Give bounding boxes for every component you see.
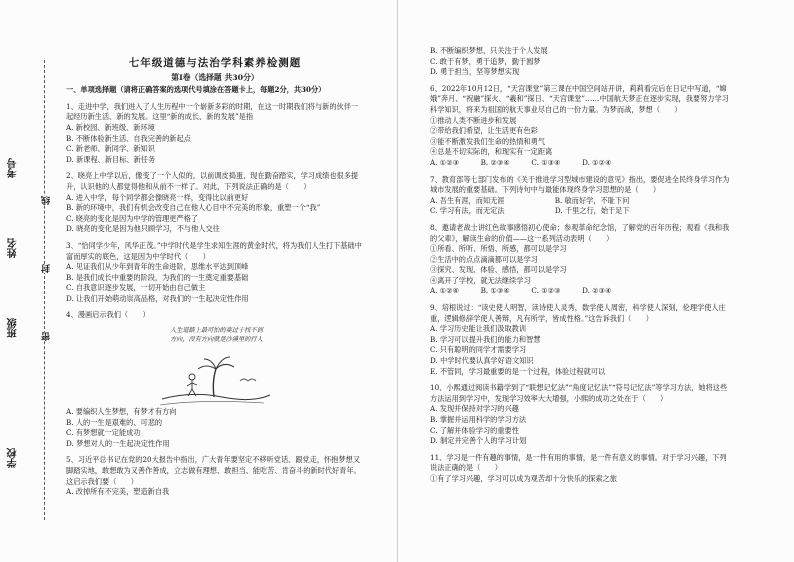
binding-strip: [0, 0, 52, 562]
question-stem: 8、邀请老战士讲红色故事感悟初心使命；参观革命纪念馆，了解党的百年历程；观看《我和我的父辈》，解读生命的价值——这一系列活动表明（ ）: [430, 222, 730, 243]
binding-dash-line: [44, 60, 45, 520]
question-5: [66, 455, 364, 497]
option: D. 新课程、新目标、新任务: [66, 154, 156, 164]
question-stem: 1、走进中学，我们进入了人生历程中一个崭新多彩的时期，在这一时期我们将与新的伙伴一起经历新生活、新的发展。这里“新的成长、新的发展”是指: [66, 101, 359, 122]
cartoon-caption: 人生道路上最可怕的莫过于找不到方向，没有方向就是沙漠里的行人: [170, 327, 263, 343]
question-9: [430, 303, 730, 377]
question-7: [430, 175, 730, 217]
option: A. 要编织人生梦想，有梦才有方向: [66, 407, 177, 417]
question-stem: 4、漫画启示我们（ ）: [66, 310, 150, 320]
question-2: [66, 171, 364, 235]
option: C. 只有聪明的同学才需要学习: [430, 345, 527, 355]
right-page: [430, 0, 730, 562]
exam-no-label: 考号: [8, 158, 19, 178]
question-6: [430, 84, 730, 169]
option: C. 有梦想就一定能成功: [66, 428, 141, 438]
option: A. ①②③ B. ②③④ C. ①③④ D. ①②④: [430, 157, 612, 167]
exam-title: 七年级道德与法治学科素养检测题: [128, 57, 302, 69]
option: A. 吾生有涯，而知无涯 B. 敏而好学，不耻下问: [430, 195, 630, 205]
question-4: [66, 310, 364, 449]
dense-mark: 密: [42, 332, 52, 341]
option: C. 了解并体验学习的重要性: [430, 425, 519, 435]
option: ③探究、发现、体验、感悟，都可以是学习: [430, 265, 567, 275]
option: A. 发现并保持对学习的兴趣: [430, 404, 519, 414]
option: A. 学习历史能让我们汲取教训: [430, 324, 527, 334]
class-label: 班级: [8, 318, 19, 338]
option: D. 让我们开始萌动崇高品格，对我们的一生起决定性作用: [66, 293, 249, 303]
option: D. 梦想对人的一生起决定性作用: [66, 438, 170, 448]
option: D. 晓亮的变化是因为他只顾学习，不与他人交往: [66, 224, 220, 234]
school-label: 学校: [8, 448, 19, 468]
line-mark: 线: [42, 196, 52, 205]
option: D. 制定并完善个人的学习计划: [430, 436, 527, 446]
option: B. 是我们成长中重要的阶段，为我们的一生奠定重要基础: [66, 272, 249, 282]
page-fold: [397, 0, 398, 562]
question-11: [430, 453, 730, 485]
option: ①所看、所听、所悟、所感，都可以是学习: [430, 244, 567, 254]
option: C. 新老师、新同学、新知识: [66, 144, 155, 154]
question-1: [66, 102, 364, 166]
question-stem: 7、教育部等七部门发布的《关于推进学习型城市建设的意见》指出，要促进全民终身学习作为城市发展的重要基础。下列诗句中与最能体现终身学习思想的是（ ）: [430, 174, 730, 195]
question-3: [66, 241, 364, 305]
option: C. 自我意识逐步发展，一切开始由自己做主: [66, 283, 206, 293]
question-8: [430, 223, 730, 297]
option: A. 改掉所有不完美，塑造新自我: [66, 487, 170, 497]
option: ②带给我们希望，让生活更有色彩: [430, 126, 538, 136]
option: D. 中学时代要认真学好语文知识: [430, 356, 534, 366]
option: B. 不断体验新生活、自我完善的新起点: [66, 133, 191, 143]
option: A. 进入中学，每个同学都会像晓亮一样，变得比以前更好: [66, 192, 249, 202]
name-label: 姓名: [8, 238, 19, 258]
option: C. 晓亮的变化是因为中学的管理更严格了: [66, 213, 199, 223]
option: ①推动人类不断进步和发展: [430, 115, 517, 125]
question-stem: 10、小熙通过阅读书籍学到了“联想记忆法”“角度记忆法”“符号记忆法”等学习方法，她将这些方法运用到学习中，发现学习效率大大增强，小熙的成功之处在于（ ）: [430, 383, 728, 403]
question-10: [430, 383, 730, 447]
option: ③能不断激发我们生命的热情和勇气: [430, 136, 546, 146]
question-stem: 9、培根说过：“读史使人明智，读诗使人灵秀，数学使人周密，科学使人深刻，伦理学使人庄重，逻辑修辞学使人善辩，凡有所学，皆成性格。”这告诉我们（ ）: [430, 303, 726, 323]
section-heading: 一、单项选择题（请将正确答案的选项代号填涂在答题卡上，每题2分，共30分）: [66, 85, 326, 95]
question-stem: 11、学习是一件有趣的事情，是一件有用的事情，是一件有意义的事情。对于学习兴趣，下列说法正确的是（ ）: [430, 452, 727, 473]
option: B. 新的环境中，我们有机会改变自己在他人心目中不完美的形象，重塑一个“我”: [66, 203, 321, 213]
option: B. 掌握并运用科学的学习方法: [430, 415, 527, 424]
question-5-continued: [430, 46, 730, 78]
option: B. 人的一生是艰难的、可悲的: [66, 417, 163, 427]
option: A. 见证我们从少年到青年的生命进阶，思维水平达到顶峰: [66, 262, 249, 272]
question-stem: 6、2022年10月12日，“天宫课堂”第三课在中国空间站开讲，莉莉看完后在日记中写道，“嫦娥”奔月、“祝融”探火、“羲和”探日、“天宫课堂”……中国航天梦正在逐步实现，我要努力学习科学知识，将来为祖国的航天事业尽自己的一份力量。为梦而战，梦想（ ）: [430, 83, 729, 114]
seal-mark: 封: [42, 264, 52, 273]
cartoon-image: [152, 325, 272, 407]
question-stem: 5、习近平总书记在党的20大报告中指出，广大青年要坚定不移听党话、跟党走，怀抱梦想又脚踏实地，敢想敢为又善作善成，立志做有理想、敢担当、能吃苦、肯奋斗的新时代好青年。这启示我们要（ ）: [66, 455, 361, 486]
option: ④总是不切实际的，和现实有一定距离: [430, 147, 553, 157]
exam-subtitle: 第Ⅰ卷（选择题 共30分）: [171, 72, 259, 82]
option: A. 新校园、新班级、新环境: [66, 122, 155, 132]
option: D. 勇于担当，坚等梦想实现: [430, 67, 520, 77]
question-stem: 3、“恰同学少年，风华正茂。”中学时代是学生求知生涯的黄金时代，将为我们人生打下基础中富而厚实的底色，这是因为中学时代（ ）: [66, 240, 362, 261]
option: C. 敢于有梦，勇于追梦，勤于圆梦: [430, 56, 541, 66]
option: ④离开了学校，就无法继续学习: [430, 275, 531, 285]
option: C. 学习有法，而无定法 D. 千里之行，始于足下: [430, 206, 630, 216]
option: A. ①②④ B. ①③④ C. ①②③ D. ②③④: [430, 286, 612, 296]
option: ②生活中的点点滴滴都可以是学习: [430, 254, 538, 264]
question-stem: 2、晓亮上中学以后，像变了一个人似的，以前调皮捣蛋，现在勤奋踏实，学习成绩也很多提升，认识他的人都觉得他和从前不一样了。对此，下列说法正确的是（ ）: [66, 171, 359, 191]
left-page: [66, 0, 364, 562]
option: E. 不管同，学习最重要的是一个过程，体验过程就可以: [430, 366, 606, 376]
option: B. 学习可以提升我们的能力和智慧: [430, 334, 541, 344]
option: B. 不断编织梦想，只关注于个人发展: [430, 46, 548, 55]
option: ①有了学习兴趣，学习可以成为观苦却十分快乐的探索之旅: [430, 473, 617, 483]
